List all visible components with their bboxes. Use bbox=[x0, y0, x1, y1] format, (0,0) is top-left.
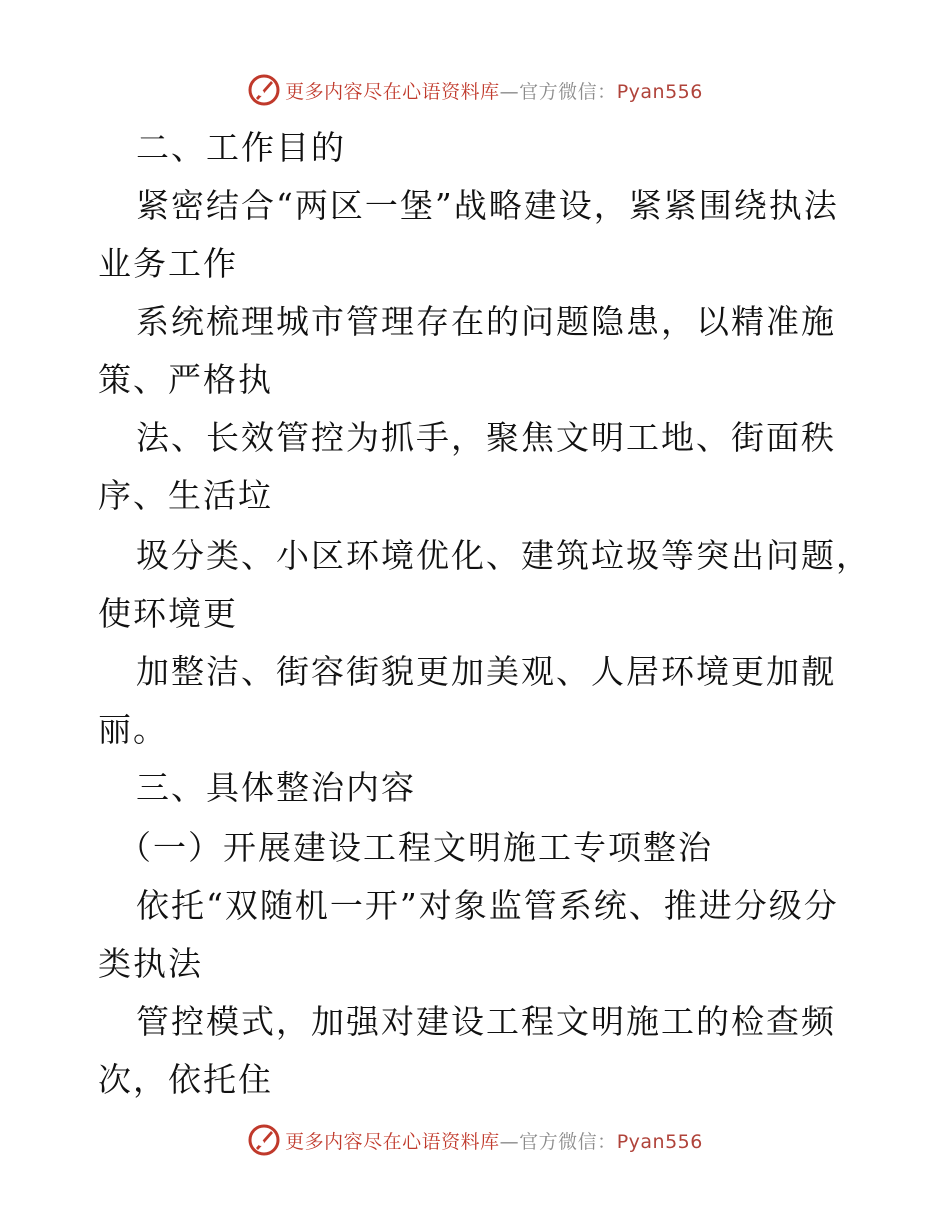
paragraph-line: 法、长效管控为抓手，聚焦文明工地、街面秩 bbox=[136, 418, 836, 457]
header-watermark bbox=[0, 72, 950, 108]
watermark-contact-label: 官方微信： bbox=[519, 1130, 617, 1153]
feather-pen-logo-icon bbox=[247, 73, 281, 107]
watermark-text bbox=[285, 1127, 703, 1154]
section-heading-content: 三、具体整治内容 bbox=[136, 768, 416, 807]
feather-pen-logo-icon bbox=[247, 1123, 281, 1157]
paragraph-line: 丽。 bbox=[98, 710, 168, 749]
watermark-separator: — bbox=[499, 80, 520, 103]
paragraph-line: 策、严格执 bbox=[98, 360, 273, 399]
paragraph-line: 依托“双随机一开”对象监管系统、推进分级分 bbox=[136, 886, 839, 925]
paragraph-line: 业务工作 bbox=[98, 244, 238, 283]
watermark-text bbox=[285, 77, 703, 104]
paragraph-line: 系统梳理城市管理存在的问题隐患，以精准施 bbox=[136, 302, 836, 341]
watermark-separator: — bbox=[499, 1130, 520, 1153]
paragraph-line: 加整洁、街容街貌更加美观、人居环境更加靓 bbox=[136, 652, 836, 691]
watermark-contact-label: 官方微信： bbox=[519, 80, 617, 103]
footer-watermark bbox=[0, 1122, 950, 1158]
watermark-brand: 更多内容尽在心语资料库 bbox=[285, 80, 500, 103]
paragraph-line: 次，依托住 bbox=[98, 1060, 273, 1099]
watermark-contact-id: Pyan556 bbox=[616, 80, 703, 103]
subsection-heading: （一）开展建设工程文明施工专项整治 bbox=[118, 828, 713, 867]
paragraph-line: 圾分类、小区环境优化、建筑垃圾等突出问题， bbox=[136, 536, 871, 575]
paragraph-line: 类执法 bbox=[98, 944, 203, 983]
watermark-contact-id: Pyan556 bbox=[616, 1130, 703, 1153]
paragraph-line: 管控模式，加强对建设工程文明施工的检查频 bbox=[136, 1002, 836, 1041]
watermark-brand: 更多内容尽在心语资料库 bbox=[285, 1130, 500, 1153]
paragraph-line: 序、生活垃 bbox=[98, 476, 273, 515]
paragraph-line: 使环境更 bbox=[98, 594, 238, 633]
paragraph-line: 紧密结合“两区一堡”战略建设，紧紧围绕执法 bbox=[136, 186, 839, 225]
section-heading-purpose: 二、工作目的 bbox=[136, 128, 346, 167]
